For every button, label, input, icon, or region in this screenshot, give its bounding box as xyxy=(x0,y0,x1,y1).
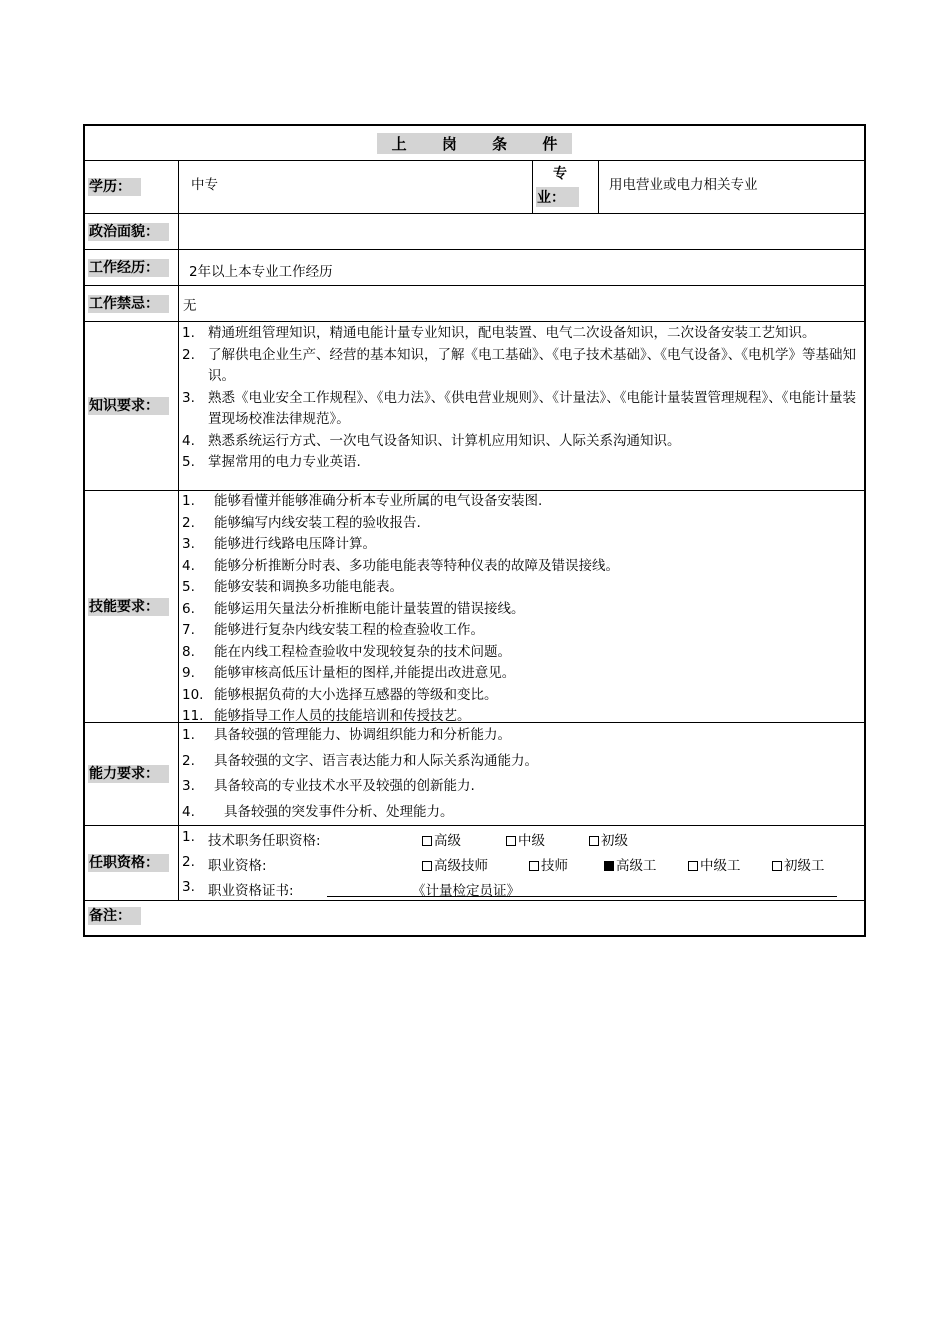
certificate-value: 《计量检定员证》 xyxy=(412,883,520,899)
list-item: 3. 熟悉《电业安全工作规程》、《电力法》、《供电营业规则》、《计量法》、《电能计量装置管理规程》、《电能计量装置现场校准法律规范》。 xyxy=(182,389,856,427)
list-item: 5. 能够安装和调换多功能电能表。 xyxy=(182,579,403,595)
skills-list xyxy=(179,491,864,728)
list-item: 8. 能在内线工程检查验收中发现较复杂的技术问题。 xyxy=(182,643,511,660)
option-senior-worker[interactable]: 高级工 xyxy=(604,854,657,874)
skills-label-cell xyxy=(85,491,179,722)
certificate-label: 职业资格证书: xyxy=(208,883,294,899)
major-label-top: 专 xyxy=(553,166,567,182)
checkbox-icon xyxy=(422,836,432,846)
option-technician[interactable]: 技师 xyxy=(529,854,568,874)
education-row xyxy=(85,161,864,214)
list-item: 1. 精通班组管理知识，精通电能计量专业知识，配电装置、电气二次设备知识，二次设备安装工艺知识。 xyxy=(182,325,816,341)
title-qual-label: 技术职务任职资格: xyxy=(208,833,321,849)
taboo-label: 工作禁忌： xyxy=(88,295,169,313)
knowledge-value-cell xyxy=(179,322,864,490)
major-value-cell xyxy=(599,161,864,213)
list-item: 2. 具备较强的文字、语言表达能力和人际关系沟通能力。 xyxy=(182,752,538,769)
major-label-bottom: 业： xyxy=(536,187,579,207)
list-item: 3. 能够进行线路电压降计算。 xyxy=(182,536,376,552)
knowledge-label-cell xyxy=(85,322,179,490)
list-item: 6. 能够运用矢量法分析推断电能计量装置的错误接线。 xyxy=(182,600,525,617)
list-item: 2. 能够编写内线安装工程的验收报告. xyxy=(182,514,421,531)
line-number: 1. xyxy=(182,829,195,845)
line-number: 2. xyxy=(182,854,195,870)
line-number: 3. xyxy=(182,879,195,895)
abilities-value-cell xyxy=(179,723,864,825)
remarks-value xyxy=(179,901,864,935)
major-label-cell xyxy=(533,161,599,213)
list-item: 7. 能够进行复杂内线安装工程的检查验收工作。 xyxy=(182,622,484,638)
skills-value-cell xyxy=(179,491,864,722)
list-item: 11. 能够指导工作人员的技能培训和传授技艺。 xyxy=(182,708,471,724)
list-item: 1. 能够看懂并能够准确分析本专业所属的电气设备安装图. xyxy=(182,493,543,509)
certificate-field[interactable] xyxy=(327,879,837,897)
taboo-label-cell xyxy=(85,286,179,321)
job-requirements-table xyxy=(83,124,866,937)
political-label-cell xyxy=(85,214,179,249)
education-label-cell xyxy=(85,161,179,213)
taboo-value: 无 xyxy=(183,298,197,314)
list-item: 4. 能够分析推断分时表、多功能电能表等特种仪表的故障及错误接线。 xyxy=(182,557,619,574)
checkbox-icon xyxy=(688,861,698,871)
political-value xyxy=(179,214,864,249)
remarks-label-cell xyxy=(85,901,179,935)
list-item: 5. 掌握常用的电力专业英语. xyxy=(182,454,361,470)
option-intermediate[interactable]: 中级 xyxy=(506,829,545,849)
knowledge-label: 知识要求： xyxy=(88,397,169,415)
experience-label: 工作经历： xyxy=(88,259,169,277)
checkbox-icon xyxy=(589,836,599,846)
list-item: 10. 能够根据负荷的大小选择互感器的等级和变比。 xyxy=(182,686,498,703)
education-label: 学历： xyxy=(88,178,141,196)
abilities-label: 能力要求： xyxy=(88,765,169,783)
option-senior[interactable]: 高级 xyxy=(422,829,461,849)
experience-value: 2年以上本专业工作经历 xyxy=(189,264,333,280)
checkbox-checked-icon xyxy=(604,861,614,871)
qualifications-label-cell xyxy=(85,826,179,900)
option-junior-worker[interactable]: 初级工 xyxy=(772,854,825,874)
qualifications-value-cell xyxy=(179,826,864,900)
experience-row xyxy=(85,250,864,286)
list-item: 1. 具备较强的管理能力、协调组织能力和分析能力。 xyxy=(182,727,511,743)
option-intermediate-worker[interactable]: 中级工 xyxy=(688,854,741,874)
abilities-list xyxy=(179,723,864,825)
checkbox-icon xyxy=(506,836,516,846)
list-item: 2. 了解供电企业生产、经营的基本知识，了解《电工基础》、《电子技术基础》、《电气设备》、《电机学》等基础知识。 xyxy=(182,346,856,384)
list-item: 4. 具备较强的突发事件分析、处理能力。 xyxy=(182,803,454,820)
option-junior[interactable]: 初级 xyxy=(589,829,628,849)
checkbox-icon xyxy=(529,861,539,871)
checkbox-icon xyxy=(422,861,432,871)
qualifications-label: 任职资格： xyxy=(88,854,169,872)
abilities-row xyxy=(85,723,864,826)
list-item: 3. 具备较高的专业技术水平及较强的创新能力. xyxy=(182,778,475,794)
abilities-label-cell xyxy=(85,723,179,825)
remarks-row xyxy=(85,901,864,935)
education-value: 中专 xyxy=(191,177,218,193)
table-title: 上 岗 条 件 xyxy=(377,133,573,154)
political-row xyxy=(85,214,864,250)
major-value: 用电营业或电力相关专业 xyxy=(609,177,758,193)
option-senior-technician[interactable]: 高级技师 xyxy=(422,854,488,874)
table-title-row xyxy=(85,126,864,161)
vocational-qual-label: 职业资格: xyxy=(208,858,267,874)
skills-label: 技能要求： xyxy=(88,598,169,616)
political-label: 政治面貌： xyxy=(88,223,169,241)
list-item: 4. 熟悉系统运行方式、一次电气设备知识、计算机应用知识、人际关系沟通知识。 xyxy=(182,432,681,449)
remarks-label: 备注： xyxy=(88,907,141,925)
experience-label-cell xyxy=(85,250,179,285)
education-value-cell xyxy=(179,161,533,213)
qualifications-row xyxy=(85,826,864,901)
knowledge-list xyxy=(179,322,864,474)
checkbox-icon xyxy=(772,861,782,871)
list-item: 9. 能够审核高低压计量柜的图样,并能提出改进意见。 xyxy=(182,665,516,681)
taboo-row xyxy=(85,286,864,322)
knowledge-row xyxy=(85,322,864,491)
skills-row xyxy=(85,491,864,723)
